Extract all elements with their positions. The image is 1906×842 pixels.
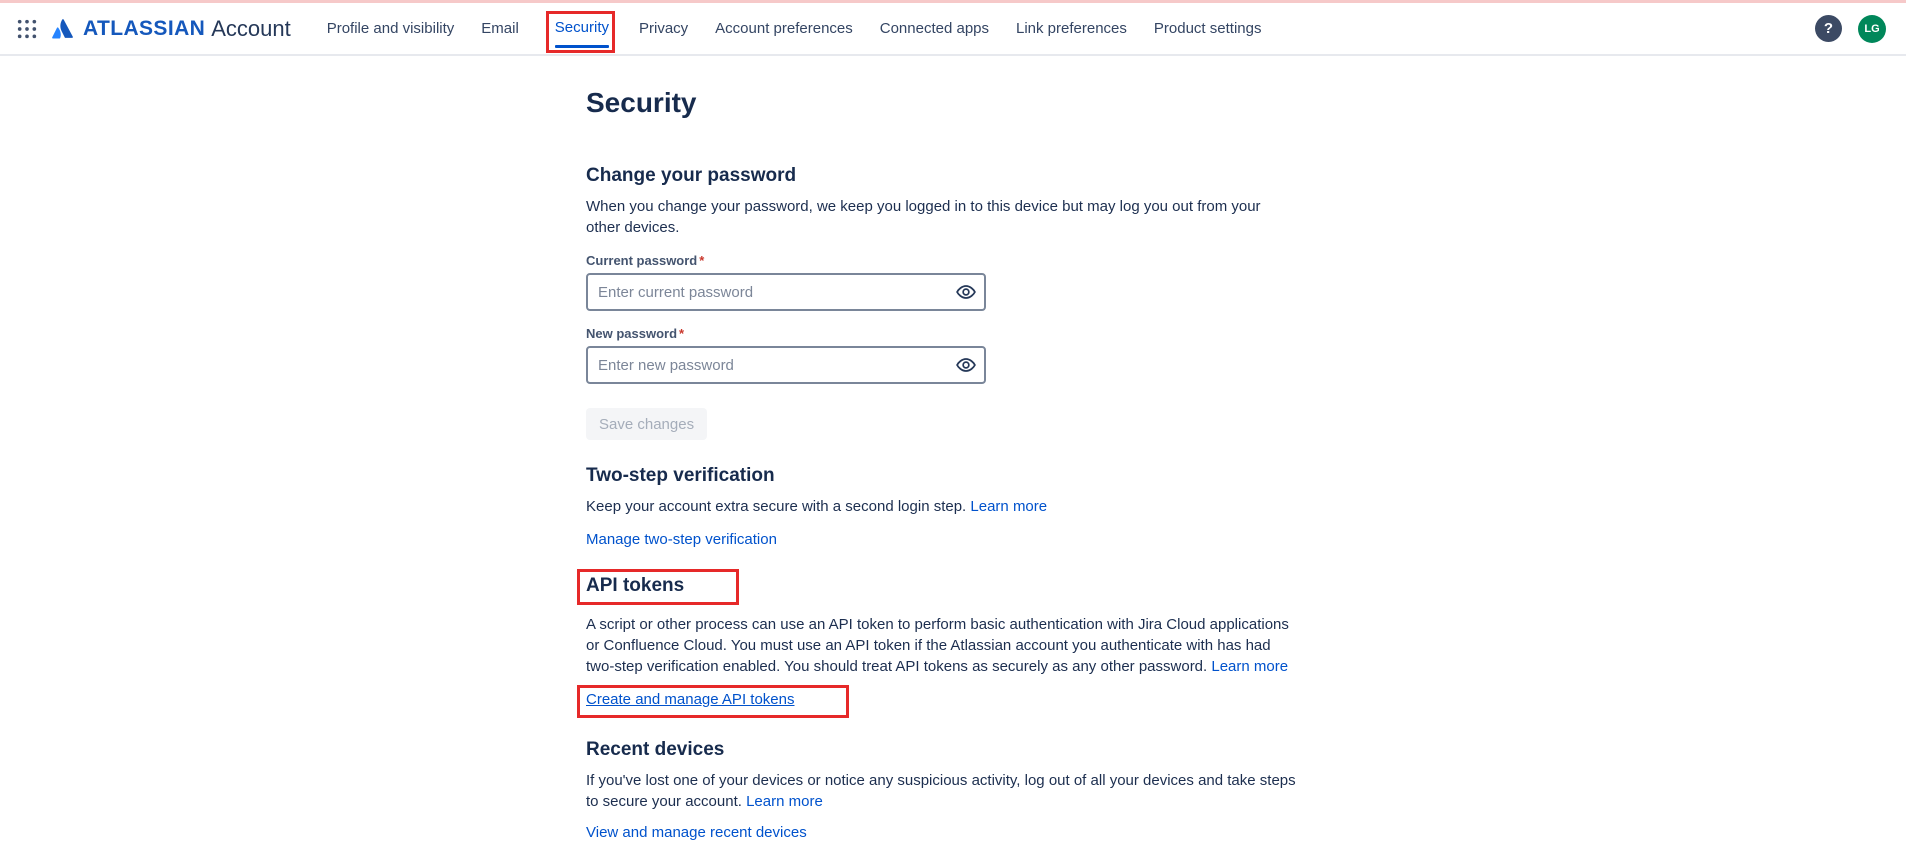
- view-recent-devices-link[interactable]: View and manage recent devices: [586, 824, 807, 841]
- tab-connected-apps[interactable]: Connected apps: [879, 20, 989, 37]
- api-tokens-learn-more-link[interactable]: Learn more: [1211, 658, 1289, 675]
- avatar[interactable]: LG: [1858, 15, 1886, 43]
- app-switcher-icon[interactable]: [14, 16, 40, 42]
- page-title: Security: [586, 87, 697, 118]
- current-password-label: Current password *: [586, 253, 705, 268]
- annotation-box-security-tab: [546, 11, 615, 53]
- section-recent-devices: [586, 738, 1298, 842]
- tab-product-settings[interactable]: Product settings: [1153, 20, 1262, 37]
- recent-devices-heading: Recent devices: [586, 739, 725, 760]
- current-password-field-wrap: [586, 273, 986, 311]
- recent-devices-description: If you've lost one of your devices or notice any suspicious activity, log out of all your devices and take steps to secure your account. Learn more: [586, 772, 1296, 810]
- eye-icon: [955, 354, 977, 376]
- current-password-input[interactable]: [586, 273, 986, 311]
- top-navbar: [0, 3, 1906, 56]
- brand-product-name: Account: [211, 15, 291, 41]
- save-changes-button[interactable]: Save changes: [586, 408, 707, 440]
- new-password-input[interactable]: [586, 346, 986, 384]
- change-password-heading: Change your password: [586, 165, 797, 186]
- manage-two-step-link[interactable]: Manage two-step verification: [586, 531, 777, 548]
- help-icon[interactable]: ?: [1815, 15, 1842, 42]
- required-marker: *: [679, 326, 685, 341]
- navbar-right: [1815, 15, 1892, 43]
- annotation-box-create-api-tokens-link: [577, 685, 849, 718]
- tab-link-preferences[interactable]: Link preferences: [1016, 20, 1127, 37]
- api-tokens-heading: API tokens: [586, 575, 685, 596]
- tab-security[interactable]: Security: [554, 19, 609, 36]
- two-step-learn-more-link[interactable]: Learn more: [970, 498, 1048, 515]
- tab-profile-and-visibility[interactable]: Profile and visibility: [326, 20, 455, 37]
- tab-privacy[interactable]: Privacy: [638, 20, 689, 37]
- section-api-tokens: [586, 549, 1298, 718]
- primary-nav: [327, 4, 1289, 53]
- main-content: [586, 86, 1298, 842]
- grid-dots-icon: [16, 18, 38, 40]
- api-tokens-description: A script or other process can use an API token to perform basic authentication with Jira Cloud applications or Confluence Cloud. You must use an API token if the Atlassian account you authenticate with has had two-step verification enabled. You should treat API tokens as securely as any other password. Learn more: [586, 616, 1289, 675]
- brand-area: [14, 16, 291, 42]
- eye-icon: [955, 281, 977, 303]
- atlassian-logo-icon[interactable]: [50, 16, 76, 42]
- section-two-step-verification: [586, 464, 1298, 549]
- tab-email[interactable]: Email: [481, 20, 519, 37]
- reveal-new-password-button[interactable]: [950, 349, 982, 381]
- annotation-box-api-tokens-heading: [577, 569, 739, 605]
- two-step-description: Keep your account extra secure with a second login step. Learn more: [586, 498, 1048, 515]
- change-password-description: When you change your password, we keep you logged in to this device but may log you out from your other devices.: [586, 198, 1261, 236]
- create-manage-api-tokens-link[interactable]: Create and manage API tokens: [586, 691, 795, 708]
- section-change-password: [586, 164, 1298, 440]
- new-password-field-wrap: [586, 346, 986, 384]
- two-step-heading: Two-step verification: [586, 465, 775, 486]
- reveal-current-password-button[interactable]: [950, 276, 982, 308]
- tab-account-preferences[interactable]: Account preferences: [715, 20, 853, 37]
- required-marker: *: [699, 253, 705, 268]
- brand-wordmark: ATLASSIAN: [83, 16, 206, 40]
- new-password-label: New password *: [586, 326, 685, 341]
- recent-devices-learn-more-link[interactable]: Learn more: [746, 793, 823, 810]
